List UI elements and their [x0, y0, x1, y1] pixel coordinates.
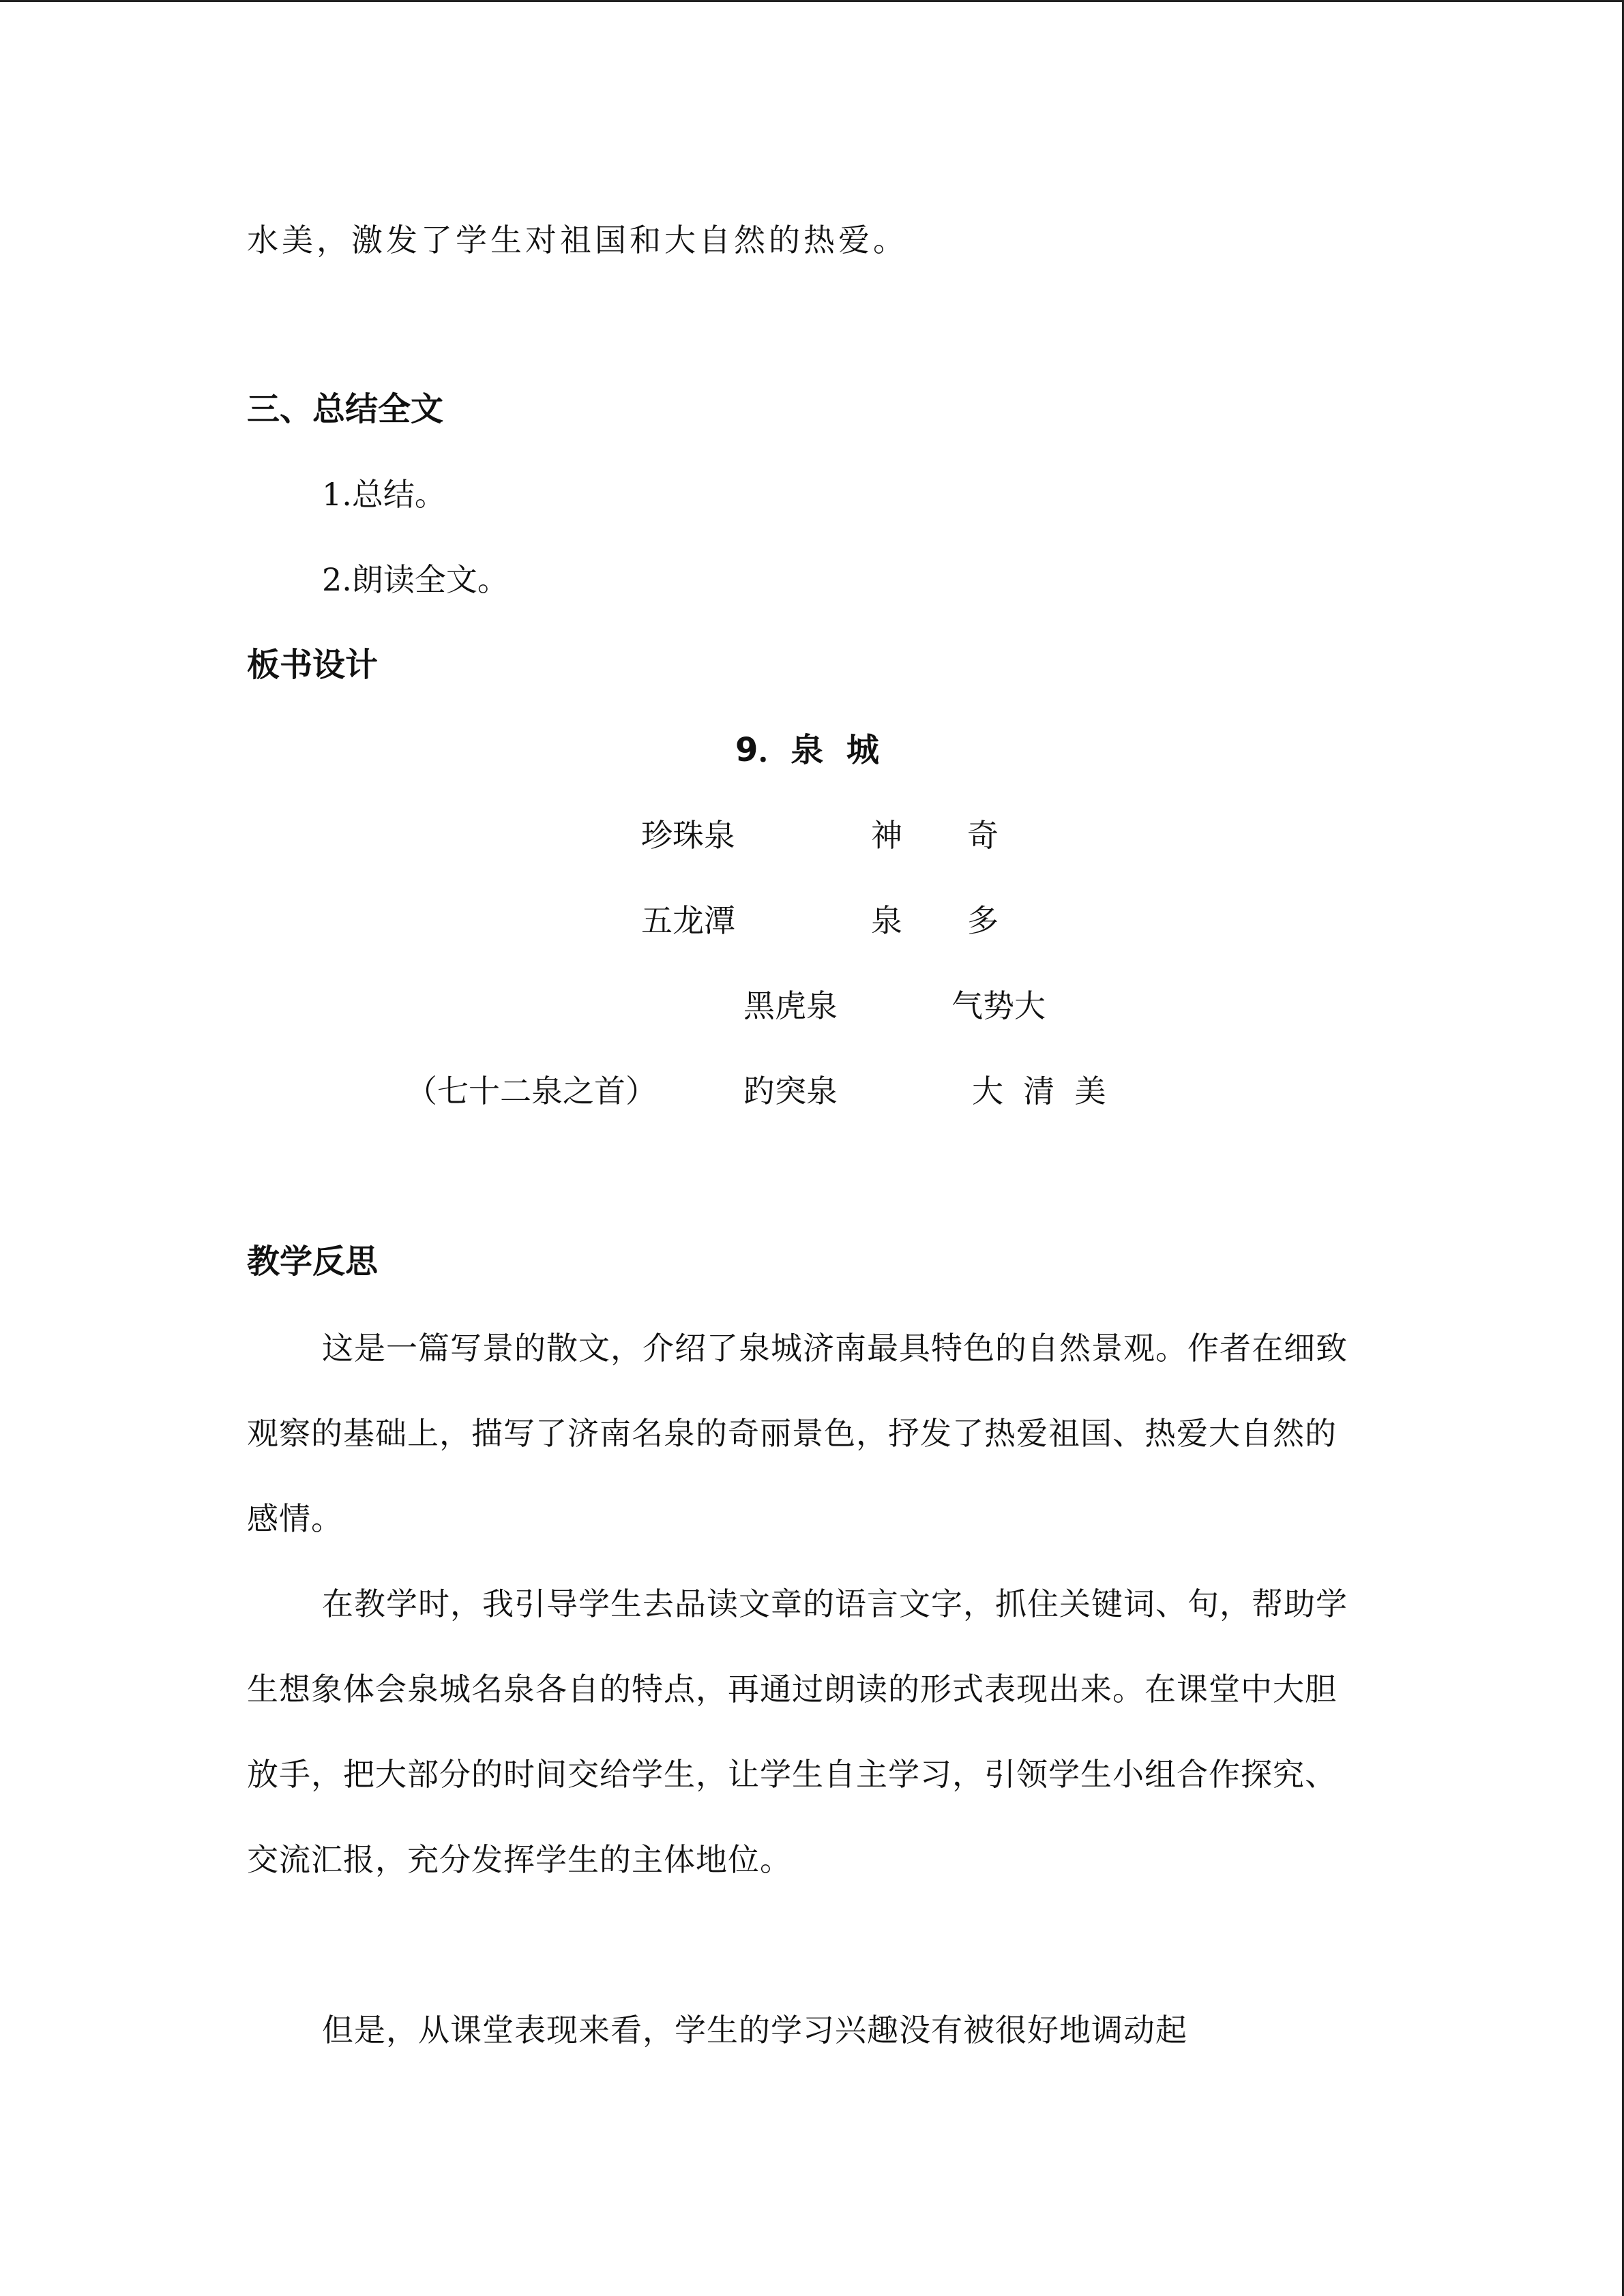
board-r1-trait-a: 神	[871, 817, 902, 854]
board-r4-spring: 趵突泉	[743, 1073, 838, 1109]
continued-line: 水美，激发了学生对祖国和大自然的热爱。	[247, 222, 908, 258]
board-r2-trait-a: 泉	[871, 902, 902, 939]
board-r2-spring: 五龙潭	[641, 902, 735, 939]
list-item-1: 1.总结。	[322, 476, 446, 513]
board-design-heading: 板书设计	[247, 646, 379, 684]
board-r4-trait: 大 清 美	[972, 1073, 1106, 1109]
reflection-paragraph-3: 但是，从课堂表现来看，学生的学习兴趣没有被很好地调动起	[322, 2012, 1187, 2048]
board-r4-note: （七十二泉之首）	[406, 1073, 657, 1109]
board-title: 9．泉 城	[735, 731, 879, 769]
reflection-heading: 教学反思	[247, 1242, 379, 1281]
page-border-top	[0, 0, 1624, 2]
list-item-2: 2.朗读全文。	[322, 561, 509, 598]
board-r3-trait: 气势大	[951, 987, 1046, 1024]
board-r1-spring: 珍珠泉	[641, 817, 735, 854]
board-r1-trait-b: 奇	[967, 817, 999, 854]
reflection-paragraph-2: 在教学时，我引导学生去品读文章的语言文字，抓住关键词、句，帮助学生想象体会泉城名泉各自的特点，再通过朗读的形式表现出来。在课堂中大胆放手，把大部分的时间交给学生，让学生自主学习，引领学生小组合作探究、交流汇报，充分发挥学生的主体地位。	[247, 1585, 1348, 1878]
board-r2-trait-b: 多	[967, 902, 999, 939]
section-3-heading: 三、总结全文	[247, 390, 444, 428]
reflection-paragraph-1: 这是一篇写景的散文，介绍了泉城济南最具特色的自然景观。作者在细致观察的基础上，描写了济南名泉的奇丽景色，抒发了热爱祖国、热爱大自然的感情。	[247, 1330, 1348, 1537]
board-r3-spring: 黑虎泉	[743, 987, 838, 1024]
